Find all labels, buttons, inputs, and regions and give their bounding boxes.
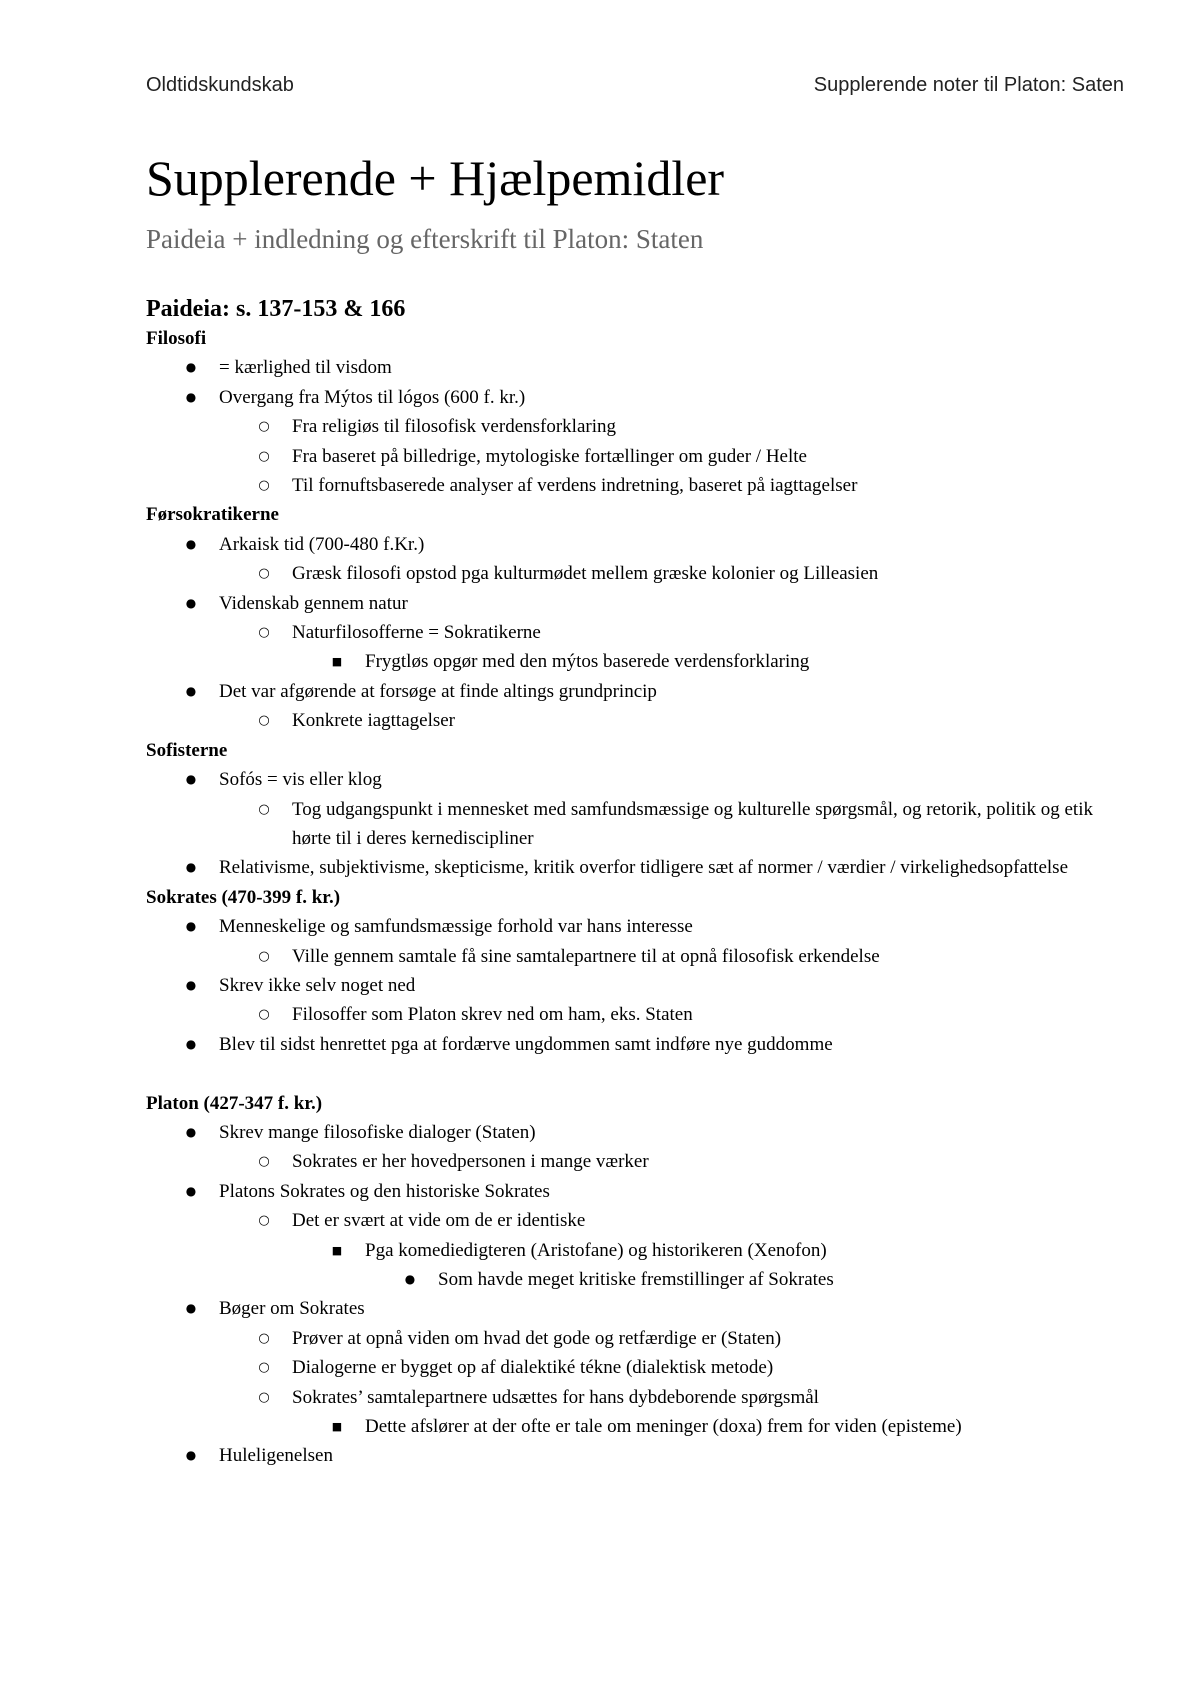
blank-line [146, 1059, 1126, 1088]
list-item-text: Sokrates er her hovedpersonen i mange værker [292, 1151, 649, 1173]
bullet-hollow-circle-icon: ○ [258, 448, 270, 464]
document-body [146, 294, 1126, 1471]
list-item [146, 647, 1126, 676]
list-item [146, 559, 1126, 588]
list-item [146, 795, 1126, 854]
list-item [146, 1383, 1126, 1412]
list-item-text: Dette afslører at der ofte er tale om meninger (doxa) frem for viden (episteme) [365, 1416, 962, 1438]
list-item [146, 1324, 1126, 1353]
list-item [146, 1000, 1126, 1029]
bullet-filled-circle-icon: ● [185, 1301, 197, 1316]
list-item [146, 942, 1126, 971]
list-item [146, 765, 1126, 794]
list-item [146, 1177, 1126, 1206]
group-heading-sokrates: Sokrates (470-399 f. kr.) [146, 886, 341, 908]
group-heading-filosofi: Filosofi [146, 328, 207, 349]
group-heading-platon: Platon (427-347 f. kr.) [146, 1092, 323, 1114]
list-item [146, 1147, 1126, 1176]
bullet-hollow-circle-icon: ○ [258, 478, 270, 494]
list-item-text: Skrev mange filosofiske dialoger (Staten) [219, 1121, 536, 1143]
group-heading-sofisterne: Sofisterne [146, 739, 228, 761]
list-item [146, 412, 1126, 441]
bullet-hollow-circle-icon: ○ [258, 566, 270, 582]
list-item [146, 618, 1126, 647]
bullet-hollow-circle-icon: ○ [258, 1389, 270, 1405]
list-item-text: Bøger om Sokrates [219, 1298, 365, 1320]
list-item-text: Det er svært at vide om de er identiske [292, 1210, 586, 1232]
list-item [146, 1294, 1126, 1323]
list-item-text: Blev til sidst henrettet pga at fordærve ungdommen samt indføre nye guddomme [219, 1033, 833, 1055]
bullet-filled-circle-icon: ● [185, 683, 197, 698]
list-item [146, 1206, 1126, 1235]
list-item [146, 530, 1126, 559]
bullet-filled-circle-icon: ● [185, 772, 197, 787]
bullet-filled-circle-icon: ● [185, 977, 197, 992]
list-item-text: Ville gennem samtale få sine samtalepartnere til at opnå filosofisk erkendelse [292, 945, 880, 967]
bullet-filled-circle-icon: ● [185, 595, 197, 610]
list-item-text: Tog udgangspunkt i mennesket med samfundsmæssige og kulturelle spørgsmål, og retorik, politik og etik hørte til i deres kernediscipliner [292, 798, 1093, 849]
list-item-text: Fra religiøs til filosofisk verdensforklaring [292, 416, 616, 438]
list-item-text: Dialogerne er bygget op af dialektiké tékne (dialektisk metode) [292, 1357, 774, 1379]
list-item [146, 1412, 1126, 1441]
bullet-filled-circle-icon: ● [404, 1271, 416, 1286]
list-item-text: Huleligenelsen [219, 1445, 333, 1467]
bullet-hollow-circle-icon: ○ [258, 1213, 270, 1229]
list-item-text: Pga komediedigteren (Aristofane) og historikeren (Xenofon) [365, 1239, 827, 1261]
bullet-hollow-circle-icon: ○ [258, 801, 270, 817]
bullet-filled-circle-icon: ● [185, 389, 197, 404]
list-item [146, 589, 1126, 618]
bullet-hollow-circle-icon: ○ [258, 1330, 270, 1346]
list-item [146, 677, 1126, 706]
list-item-text: Frygtløs opgør med den mýtos baserede verdensforklaring [365, 651, 810, 673]
document-subtitle: Paideia + indledning og efterskrift til Platon: Staten [146, 224, 704, 254]
document-title: Supplerende + Hjælpemidler [146, 150, 725, 206]
list-item [146, 971, 1126, 1000]
bullet-filled-circle-icon: ● [185, 1036, 197, 1051]
list-item [146, 383, 1126, 412]
list-item-text: Skrev ikke selv noget ned [219, 974, 416, 996]
list-item-text: Platons Sokrates og den historiske Sokrates [219, 1180, 550, 1202]
bullet-hollow-circle-icon: ○ [258, 1360, 270, 1376]
list-item-text: Græsk filosofi opstod pga kulturmødet mellem græske kolonier og Lilleasien [292, 563, 879, 585]
list-item [146, 471, 1126, 500]
list-item-text: Det var afgørende at forsøge at finde altings grundprincip [219, 680, 657, 702]
bullet-square-icon: ■ [331, 1420, 343, 1434]
list-item-text: = kærlighed til visdom [219, 357, 392, 379]
bullet-filled-circle-icon: ● [185, 536, 197, 551]
list-item [146, 1236, 1126, 1265]
group-heading-forsokratikerne: Førsokratikerne [146, 504, 279, 526]
bullet-filled-circle-icon: ● [185, 1183, 197, 1198]
bullet-filled-circle-icon: ● [185, 360, 197, 375]
list-item [146, 1441, 1126, 1470]
bullet-square-icon: ■ [331, 1243, 343, 1257]
list-item-text: Naturfilosofferne = Sokratikerne [292, 622, 541, 644]
list-item-text: Arkaisk tid (700-480 f.Kr.) [219, 533, 425, 555]
list-item [146, 442, 1126, 471]
list-item-text: Overgang fra Mýtos til lógos (600 f. kr.) [219, 386, 526, 408]
list-item-text: Videnskab gennem natur [219, 592, 408, 614]
list-item-text: Til fornuftsbaserede analyser af verdens indretning, baseret på iagttagelser [292, 475, 858, 497]
list-item-text: Menneskelige og samfundsmæssige forhold var hans interesse [219, 916, 693, 938]
bullet-hollow-circle-icon: ○ [258, 1007, 270, 1023]
list-item-text: Filosoffer som Platon skrev ned om ham, eks. Staten [292, 1004, 693, 1026]
list-item [146, 706, 1126, 735]
bullet-filled-circle-icon: ● [185, 919, 197, 934]
bullet-hollow-circle-icon: ○ [258, 625, 270, 641]
list-item-text: Sofós = vis eller klog [219, 769, 382, 791]
section-heading-paideia: Paideia: s. 137-153 & 166 [146, 296, 406, 322]
list-item-text: Som havde meget kritiske fremstillinger af Sokrates [438, 1268, 834, 1290]
list-item [146, 853, 1119, 882]
list-item [146, 353, 1126, 382]
list-item [146, 912, 1126, 941]
bullet-hollow-circle-icon: ○ [258, 713, 270, 729]
header-document-name: Supplerende noter til Platon: Saten [813, 74, 1124, 96]
list-item-text: Sokrates’ samtalepartnere udsættes for hans dybdeborende spørgsmål [292, 1386, 819, 1408]
list-item [146, 1118, 1126, 1147]
bullet-filled-circle-icon: ● [185, 1124, 197, 1139]
bullet-square-icon: ■ [331, 655, 343, 669]
bullet-filled-circle-icon: ● [185, 1448, 197, 1463]
bullet-filled-circle-icon: ● [185, 860, 197, 875]
bullet-hollow-circle-icon: ○ [258, 419, 270, 435]
header-course-name: Oldtidskundskab [146, 74, 294, 96]
list-item [146, 1353, 1126, 1382]
list-item-text: Relativisme, subjektivisme, skepticisme, kritik overfor tidligere sæt af normer / værdier / virkelighedsopfattelse [219, 857, 1068, 879]
list-item [146, 1265, 1126, 1294]
bullet-hollow-circle-icon: ○ [258, 1154, 270, 1170]
list-item-text: Konkrete iagttagelser [292, 710, 456, 732]
list-item-text: Prøver at opnå viden om hvad det gode og retfærdige er (Staten) [292, 1327, 782, 1349]
list-item-text: Fra baseret på billedrige, mytologiske fortællinger om guder / Helte [292, 445, 807, 467]
list-item [146, 1030, 1126, 1059]
running-header [146, 74, 1124, 100]
bullet-hollow-circle-icon: ○ [258, 948, 270, 964]
